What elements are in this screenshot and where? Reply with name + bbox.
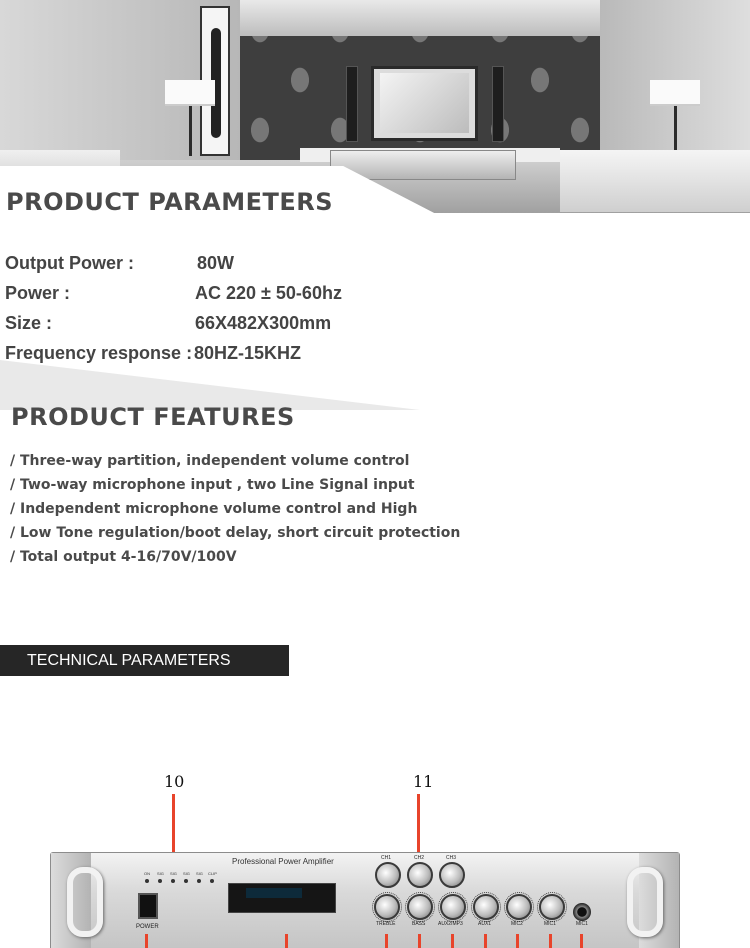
- led-label-sig: SIG: [183, 871, 190, 876]
- sofa-right: [560, 150, 750, 212]
- power-label: POWER: [136, 924, 159, 930]
- tv-screen: [380, 73, 469, 133]
- amplifier-model-title: Professional Power Amplifier: [232, 857, 334, 866]
- ch1-volume-knob[interactable]: [375, 862, 401, 888]
- feature-item: / Total output 4-16/70V/100V: [10, 549, 237, 565]
- led-indicator: [171, 879, 175, 883]
- power-switch[interactable]: [138, 893, 158, 919]
- callout-number-11: 11: [413, 772, 434, 791]
- bass-knob[interactable]: [407, 894, 433, 920]
- ceiling-light-strip: [240, 0, 600, 36]
- led-indicator: [184, 879, 188, 883]
- knob-label-aux1: AUX1: [478, 921, 492, 927]
- led-label-sig: SIG: [170, 871, 177, 876]
- feature-item: / Independent microphone volume control and High: [10, 501, 418, 517]
- led-indicator: [158, 879, 162, 883]
- lamp-left: [165, 80, 215, 106]
- hero-room-image: [0, 0, 750, 213]
- callout-line-bottom: [418, 934, 421, 948]
- led-label-clip: CLIP: [208, 871, 217, 876]
- feature-item: / Low Tone regulation/boot delay, short circuit protection: [10, 525, 461, 541]
- led-indicator: [197, 879, 201, 883]
- speaker-right: [492, 66, 504, 142]
- param-row-power: [5, 283, 405, 305]
- lamp-left-pole: [189, 106, 192, 156]
- callout-line-bottom: [285, 934, 288, 948]
- callout-number-10: 10: [164, 772, 185, 791]
- param-value: 66X482X300mm: [195, 313, 332, 333]
- aux2-mp3-knob[interactable]: [440, 894, 466, 920]
- knob-label-bass: BASS: [412, 921, 426, 927]
- technical-parameters-banner: [0, 645, 289, 676]
- callout-line-bottom: [451, 934, 454, 948]
- technical-parameters-heading: TECHNICAL PARAMETERS: [27, 652, 231, 669]
- knob-label-mic1-jack: MIC1: [576, 921, 588, 927]
- callout-line-bottom: [580, 934, 583, 948]
- param-label: Power :: [5, 283, 71, 303]
- product-features-heading: PRODUCT FEATURES: [11, 403, 295, 431]
- lamp-right: [650, 80, 700, 106]
- feature-item: / Three-way partition, independent volume control: [10, 453, 410, 469]
- param-row-output-power: [5, 253, 405, 275]
- ch2-volume-knob[interactable]: [407, 862, 433, 888]
- callout-line-bottom: [549, 934, 552, 948]
- mic2-knob[interactable]: [506, 894, 532, 920]
- handle-left: [67, 867, 103, 937]
- param-value: 80W: [197, 253, 235, 273]
- led-indicator: [210, 879, 214, 883]
- ch3-volume-knob[interactable]: [439, 862, 465, 888]
- led-label-sig: SIG: [157, 871, 164, 876]
- led-label-on: ON: [144, 871, 150, 876]
- param-row-frequency: [5, 343, 405, 365]
- callout-line-bottom: [516, 934, 519, 948]
- treble-knob[interactable]: [374, 894, 400, 920]
- knob-label-aux2-mp3: AUX2/MP3: [438, 921, 463, 927]
- channel-label-ch1: CH1: [381, 855, 392, 861]
- aux1-knob[interactable]: [473, 894, 499, 920]
- param-label: Size :: [5, 313, 53, 333]
- product-parameters-heading: PRODUCT PARAMETERS: [6, 188, 334, 216]
- callout-line-bottom: [484, 934, 487, 948]
- feature-item: / Two-way microphone input , two Line Signal input: [10, 477, 415, 493]
- knob-label-treble: TREBLE: [376, 921, 396, 927]
- speaker-left: [346, 66, 358, 142]
- led-indicator: [145, 879, 149, 883]
- param-value: AC 220 ± 50-60hz: [195, 283, 342, 303]
- handle-right: [627, 867, 663, 937]
- param-value: 80HZ-15KHZ: [194, 343, 302, 363]
- knob-label-mic1: MIC1: [544, 921, 556, 927]
- param-label: Output Power :: [5, 253, 134, 273]
- mic1-input-jack[interactable]: [573, 903, 591, 921]
- led-label-sig: SIG: [196, 871, 203, 876]
- knob-label-mic2: MIC2: [511, 921, 523, 927]
- mp3-display: [246, 888, 302, 898]
- channel-label-ch2: CH2: [414, 855, 425, 861]
- channel-label-ch3: CH3: [446, 855, 457, 861]
- callout-line-bottom: [385, 934, 388, 948]
- callout-line-bottom: [145, 934, 148, 948]
- param-label: Frequency response :: [5, 343, 193, 363]
- param-row-size: [5, 313, 405, 335]
- mic1-knob[interactable]: [539, 894, 565, 920]
